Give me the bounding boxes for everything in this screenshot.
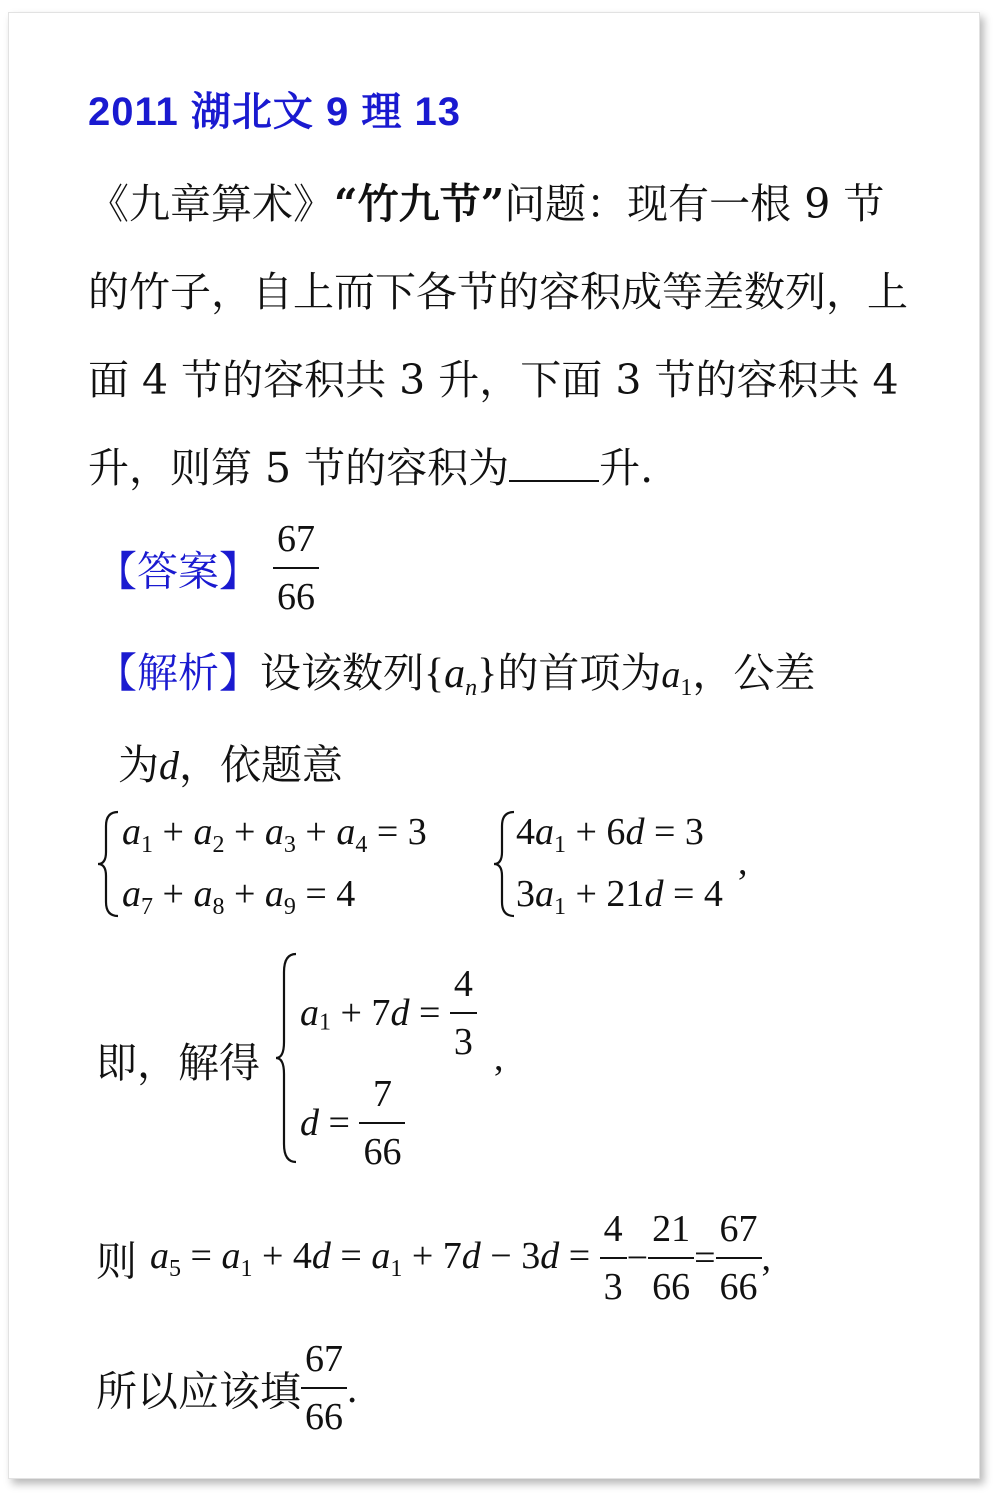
fraction-4-3: $\frac{4}{3}$ xyxy=(600,1205,627,1311)
analysis-label: 【解析】 xyxy=(96,649,260,697)
problem-title: 2011 湖北文 9 理 13 xyxy=(88,90,461,134)
system2-row2: $3a_1 + 21d = 4$ xyxy=(516,873,723,920)
left-brace-1 xyxy=(94,808,124,920)
final-line: 所以应该填 $\frac{67}{66}$ . xyxy=(96,1335,357,1441)
system1-row2: $a_7 + a_8 + a_9 = 4$ xyxy=(122,873,356,920)
comma-1: , xyxy=(738,841,748,883)
system2-row1: $4a_1 + 6d = 3$ xyxy=(516,811,704,858)
result-line: 则 $a_5 = a_1 + 4d = a_1 + 7d - 3d$ = $\frac{4}{3}$ − $\frac{21}{66}$ = $\frac{67}{66}$ , xyxy=(96,1205,771,1311)
left-brace-3 xyxy=(272,950,302,1166)
problem-highlight: 竹九节 xyxy=(357,180,481,228)
analysis-line-1: 【解析】设该数列$\{a_n\}$的首项为$a_1$，公差 xyxy=(96,649,816,701)
problem-end: 升. xyxy=(599,444,654,492)
solution-row2: d = $\frac{7}{66}$ xyxy=(300,1070,405,1176)
fraction-67-66: $\frac{67}{66}$ xyxy=(716,1205,762,1311)
answer-label: 【答案】 xyxy=(96,547,260,596)
answer-blank xyxy=(509,446,599,482)
comma-2: , xyxy=(494,1037,504,1079)
solution-row1: $a_1 + 7d$ = $\frac{4}{3}$ xyxy=(300,960,477,1066)
problem-statement: 《九章算术》“竹九节”问题：现有一根 9 节的竹子，自上而下各节的容积成等差数列，上面 4 节的容积共 3 升，下面 3 节的容积共 4 升，则第 5 节的容积为 升. xyxy=(88,180,908,492)
analysis-line-2: 为d，依题意 xyxy=(118,741,343,789)
answer-section xyxy=(96,515,319,621)
solve-label: 即，解得 xyxy=(96,1039,260,1087)
system1-row1: $a_1 + a_2 + a_3 + a_4 = 3$ xyxy=(122,811,427,858)
fraction-21-66: $\frac{21}{66}$ xyxy=(648,1205,694,1311)
answer-fraction: $\frac{67}{66}$ xyxy=(273,515,319,621)
book-name: 《九章算术》 xyxy=(88,180,334,228)
problem-body: 问题：现有一根 9 节的竹子，自上而下各节的容积成等差数列，上面 4 节的容积共 3 升，下面 3 节的容积共 4 升，则第 5 节的容积为 xyxy=(88,180,908,492)
final-fraction: $\frac{67}{66}$ xyxy=(301,1335,347,1441)
